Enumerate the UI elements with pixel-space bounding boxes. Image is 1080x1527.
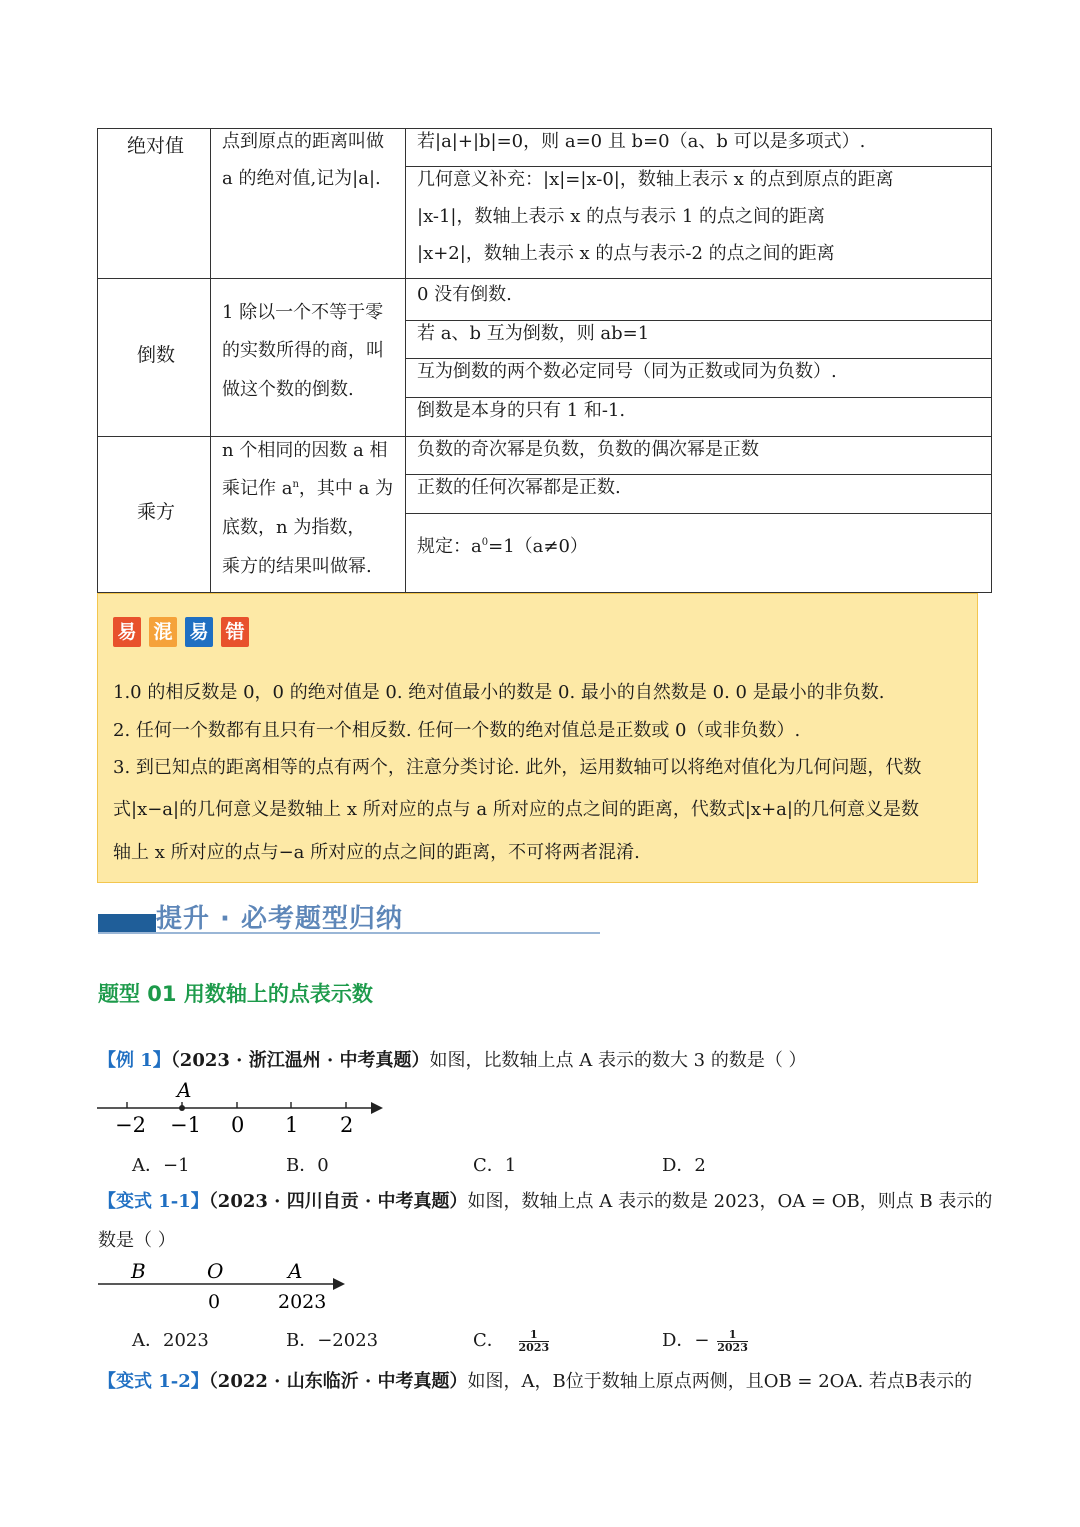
note-line: 负数的奇次幂是负数，负数的偶次幂是正数 [417, 439, 759, 460]
fraction: $\frac{1}{2023}$ [717, 1327, 748, 1354]
tick-label: 1 [285, 1113, 299, 1137]
point-o-label: O [207, 1259, 224, 1283]
variant-text: 如图，数轴上点 A 表示的数是 2023，OA = OB，则点 B 表示的 [467, 1191, 993, 1212]
section-bar [98, 914, 156, 932]
warning-line: 2. 任何一个数都有且只有一个相反数. 任何一个数的绝对值总是正数或 0（或非负数）. [113, 720, 801, 741]
question-type-heading: 题型 01 用数轴上的点表示数 [98, 982, 373, 1006]
variant-text: 如图，A，B位于数轴上原点两侧，且OB = 2OA. 若点B表示的 [467, 1371, 973, 1392]
option-c[interactable]: C． $\frac{1}{2023}$ [473, 1327, 550, 1354]
number-line-1 [95, 1075, 395, 1140]
tick-label: 0 [208, 1291, 221, 1313]
term-absolute-value: 绝对值 [127, 135, 185, 157]
tag-char: 易 [185, 617, 213, 647]
arrow-icon [333, 1278, 345, 1290]
note-line: 几何意义补充：|x|=|x-0|，数轴上表示 x 的点到原点的距离 [417, 169, 894, 190]
option-b[interactable]: B．−2023 [286, 1330, 379, 1351]
note-line: 互为倒数的两个数必定同号（同为正数或同为负数）. [417, 361, 837, 382]
table-divider [405, 513, 992, 514]
definition-line: 的实数所得的商，叫 [222, 340, 384, 361]
warning-line: 轴上 x 所对应的点与−a 所对应的点之间的距离，不可将两者混淆. [113, 842, 640, 863]
point-b-label: B [131, 1259, 146, 1283]
note-line: |x+2|，数轴上表示 x 的点与表示-2 的点之间的距离 [417, 243, 835, 264]
example-tag: 【例 1】 [98, 1050, 171, 1071]
option-a[interactable]: A．2023 [132, 1330, 209, 1351]
definition-line: 底数，n 为指数， [222, 517, 366, 538]
tick-label: 0 [231, 1113, 245, 1137]
definition-line: 1 除以一个不等于零 [222, 302, 384, 323]
term-reciprocal: 倒数 [137, 344, 176, 366]
fraction: $\frac{1}{2023}$ [518, 1327, 550, 1354]
example-text: 如图，比数轴上点 A 表示的数大 3 的数是（ ） [429, 1050, 807, 1071]
note-line: 规定：$a^0=1(a\ne 0)$ [417, 536, 588, 557]
note-line: 0 没有倒数. [417, 284, 512, 305]
variant-source: （2023 · 四川自贡 · 中考真题） [208, 1191, 468, 1212]
arrow-icon [371, 1102, 383, 1114]
warning-line: 1.0 的相反数是 0，0 的绝对值是 0. 绝对值最小的数是 0. 最小的自然数是 0. 0 是最小的非负数. [113, 682, 885, 703]
variant-1-2-prompt [98, 1367, 972, 1393]
point-a-dot [179, 1105, 185, 1111]
section-title: 提升 · 必考题型归纳 [156, 904, 403, 934]
definition-line: 做这个数的倒数. [222, 379, 354, 400]
variant-1-1-prompt [98, 1187, 992, 1213]
variant-tag: 【变式 1-2】 [98, 1371, 209, 1392]
variant-1-1-prompt-cont: 数是（ ） [98, 1230, 176, 1251]
tick-label: −1 [170, 1113, 201, 1137]
note-line: |x-1|，数轴上表示 x 的点与表示 1 的点之间的距离 [417, 206, 825, 227]
definition-line: n 个相同的因数 a 相 [222, 440, 388, 461]
option-b[interactable]: B．0 [286, 1155, 329, 1176]
warning-line: 式|x−a|的几何意义是数轴上 x 所对应的点与 a 所对应的点之间的距离，代数式|x+a|的几何意义是数 [113, 799, 919, 820]
number-line-2 [95, 1258, 365, 1318]
example-1-prompt [98, 1046, 807, 1072]
definition-line: 乘方的结果叫做幂. [222, 556, 372, 577]
option-a[interactable]: A．−1 [132, 1155, 190, 1176]
definition-line: 点到原点的距离叫做 [222, 131, 384, 152]
point-a-label: A [177, 1078, 192, 1102]
note-line: 若|a|+|b|=0，则 a=0 且 b=0（a、b 可以是多项式）. [417, 131, 866, 152]
tag-char: 易 [113, 617, 141, 647]
point-a-label: A [288, 1259, 303, 1283]
example-source: （2023 · 浙江温州 · 中考真题） [170, 1050, 430, 1071]
tick-label: 2023 [278, 1291, 327, 1313]
table-divider [97, 278, 992, 279]
warning-line: 3. 到已知点的距离相等的点有两个，注意分类讨论. 此外，运用数轴可以将绝对值化为几何问题，代数 [113, 757, 922, 778]
note-line: 正数的任何次幂都是正数. [417, 477, 621, 498]
term-power: 乘方 [137, 501, 176, 523]
tick-label: −2 [115, 1113, 146, 1137]
table-divider [405, 128, 406, 593]
table-divider [210, 128, 211, 593]
option-d[interactable]: D．2 [662, 1155, 706, 1176]
variant-tag: 【变式 1-1】 [98, 1191, 209, 1212]
note-line: 倒数是本身的只有 1 和-1. [417, 400, 626, 421]
tag-char: 混 [149, 617, 177, 647]
tag-char: 错 [221, 617, 249, 647]
variant-source: （2022 · 山东临沂 · 中考真题） [208, 1371, 468, 1392]
definition-line: 乘记作 $a^n$，其中 a 为 [222, 478, 394, 499]
note-line: 若 a、b 互为倒数，则 ab=1 [417, 323, 650, 344]
tick-label: 2 [340, 1113, 354, 1137]
option-d[interactable]: D．− $\frac{1}{2023}$ [662, 1327, 748, 1354]
option-c[interactable]: C．1 [473, 1155, 517, 1176]
definition-line: a 的绝对值,记为|a|. [222, 168, 381, 189]
